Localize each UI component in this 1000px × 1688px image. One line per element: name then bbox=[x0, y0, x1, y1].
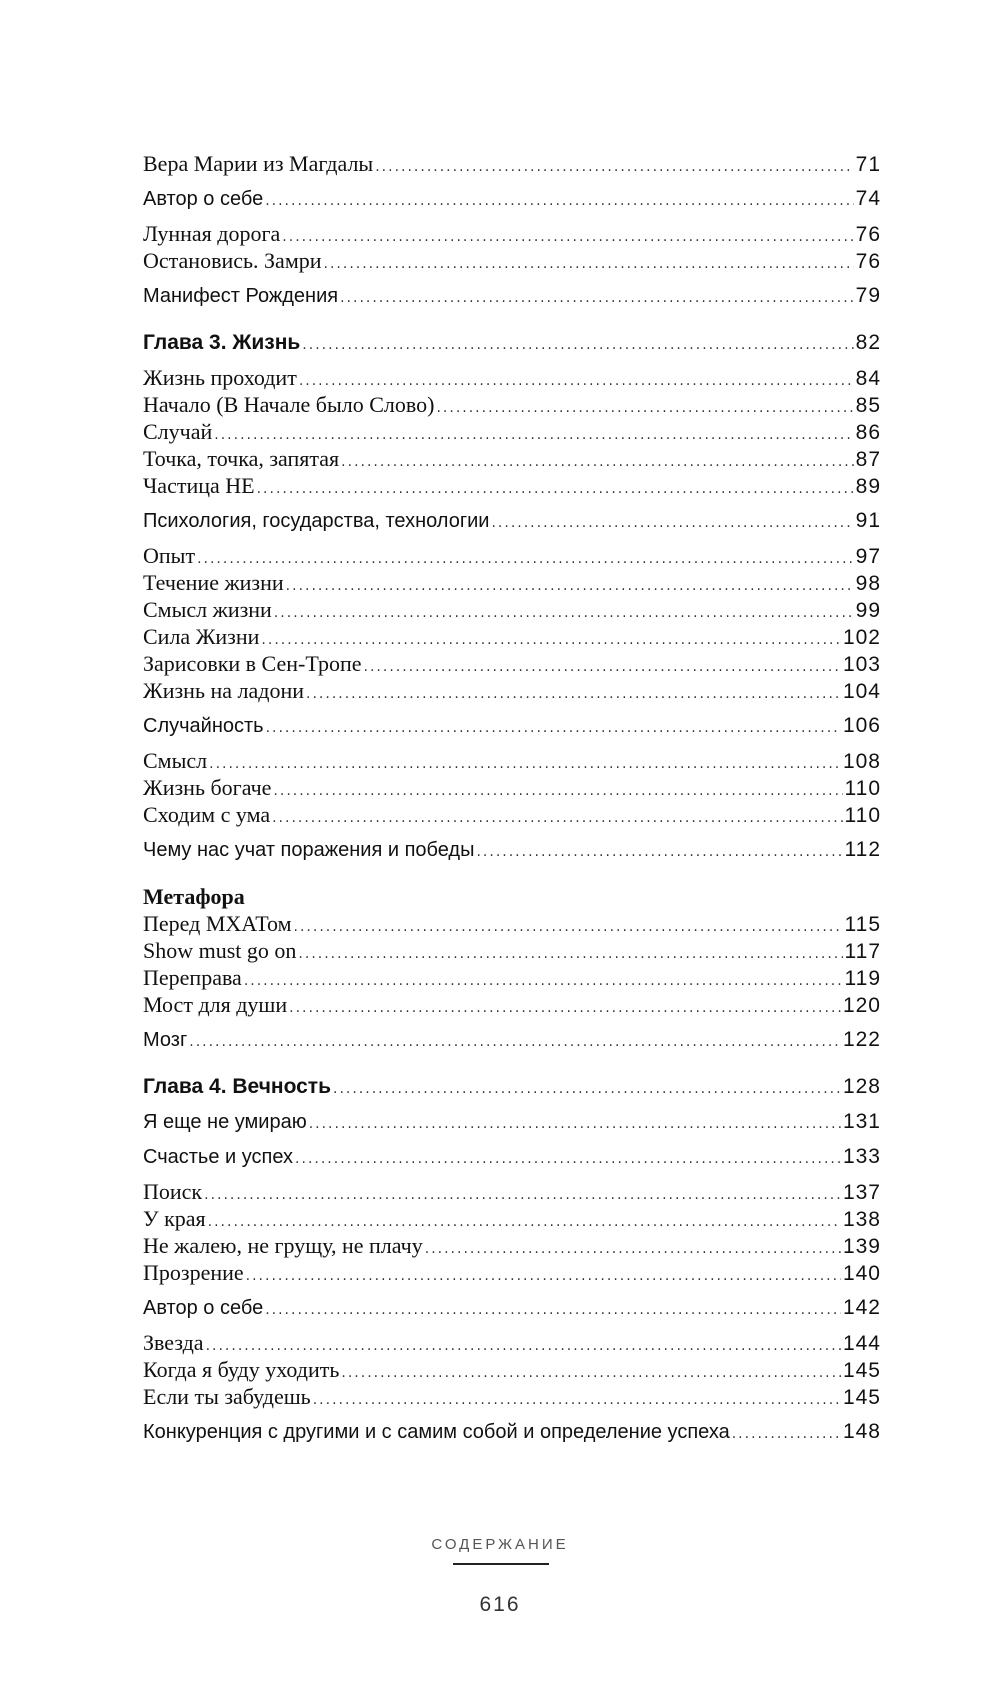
toc-entry-title: Мост для души bbox=[143, 992, 288, 1017]
toc-entry bbox=[143, 1383, 881, 1410]
toc-entry bbox=[143, 569, 881, 596]
toc-entry bbox=[143, 1026, 881, 1053]
toc-entry-title: Лунная дорога bbox=[143, 221, 281, 246]
toc-entry-title: Зарисовки в Сен-Тропе bbox=[143, 651, 362, 676]
running-footer-label: СОДЕРЖАНИЕ bbox=[431, 1536, 569, 1553]
toc-entry-title: Я еще не умираю bbox=[143, 1111, 307, 1133]
dot-leader bbox=[204, 1182, 841, 1209]
dot-leader bbox=[436, 395, 853, 422]
toc-entry-title: Манифест Рождения bbox=[143, 285, 339, 307]
toc-entry-page: 106 bbox=[842, 714, 881, 737]
table-of-contents bbox=[143, 150, 881, 1445]
toc-entry-title: Если ты забудешь bbox=[143, 1384, 311, 1409]
toc-entry-title: Сходим с ума bbox=[143, 802, 271, 827]
toc-entry-page: 145 bbox=[842, 1386, 881, 1409]
toc-section-heading bbox=[143, 883, 881, 910]
toc-entry-title: Частица НЕ bbox=[143, 473, 255, 498]
toc-entry-title: Смысл жизни bbox=[143, 597, 272, 622]
dot-leader bbox=[298, 941, 842, 968]
toc-entry-page: 110 bbox=[844, 804, 881, 827]
toc-entry bbox=[143, 418, 881, 445]
toc-entry-title: Чему нас учат поражения и победы bbox=[143, 839, 475, 861]
toc-chapter-heading bbox=[143, 329, 881, 356]
dot-leader bbox=[491, 510, 853, 537]
dot-leader bbox=[189, 1029, 841, 1056]
toc-entry-page: 98 bbox=[855, 572, 881, 595]
toc-entry-page: 131 bbox=[842, 1110, 881, 1133]
toc-entry bbox=[143, 1232, 881, 1259]
toc-entry-page: 140 bbox=[842, 1262, 881, 1285]
toc-entry-page: 91 bbox=[855, 509, 881, 532]
toc-entry-page: 74 bbox=[855, 187, 881, 210]
toc-entry-page: 122 bbox=[842, 1028, 881, 1051]
dot-leader bbox=[476, 839, 842, 866]
dot-leader bbox=[732, 1421, 841, 1448]
toc-entry-title: Течение жизни bbox=[143, 570, 284, 595]
toc-entry-title: Точка, точка, запятая bbox=[143, 446, 340, 471]
dot-leader bbox=[309, 1111, 841, 1138]
toc-entry-title: Случайность bbox=[143, 715, 264, 737]
toc-entry bbox=[143, 542, 881, 569]
dot-leader bbox=[209, 751, 841, 778]
toc-entry bbox=[143, 836, 881, 863]
dot-leader bbox=[244, 968, 843, 995]
toc-entry-title: Счастье и успех bbox=[143, 1146, 294, 1168]
toc-entry bbox=[143, 220, 881, 247]
toc-entry-title: Мозг bbox=[143, 1029, 188, 1051]
toc-entry bbox=[143, 623, 881, 650]
toc-entry bbox=[143, 445, 881, 472]
toc-entry-title: Поиск bbox=[143, 1179, 203, 1204]
toc-entry-page: 85 bbox=[855, 394, 881, 417]
toc-entry-title: Переправа bbox=[143, 965, 242, 990]
dot-leader bbox=[341, 449, 853, 476]
toc-entry-title: Прозрение bbox=[143, 1260, 244, 1285]
toc-entry bbox=[143, 964, 881, 991]
toc-entry bbox=[143, 1418, 881, 1445]
toc-entry-title: Когда я буду уходить bbox=[143, 1357, 340, 1382]
dot-leader bbox=[265, 1297, 841, 1324]
toc-entry-page: 133 bbox=[842, 1145, 881, 1168]
toc-entry-title: Звезда bbox=[143, 1330, 204, 1355]
toc-entry-title: Психология, государства, технологии bbox=[143, 510, 490, 532]
toc-entry-page: 138 bbox=[842, 1208, 881, 1231]
toc-entry-title: Show must go on bbox=[143, 938, 297, 963]
dot-leader bbox=[306, 681, 841, 708]
toc-chapter-heading bbox=[143, 1073, 881, 1100]
toc-entry-page: 86 bbox=[855, 421, 881, 444]
toc-entry-page: 110 bbox=[844, 777, 881, 800]
dot-leader bbox=[364, 654, 841, 681]
dot-leader bbox=[282, 224, 853, 251]
dot-leader bbox=[333, 1076, 841, 1103]
toc-entry-title: Опыт bbox=[143, 543, 196, 568]
toc-entry bbox=[143, 596, 881, 623]
toc-entry-page: 144 bbox=[842, 1332, 881, 1355]
toc-entry-page: 145 bbox=[842, 1359, 881, 1382]
toc-entry bbox=[143, 801, 881, 828]
dot-leader bbox=[265, 188, 853, 215]
toc-entry bbox=[143, 364, 881, 391]
toc-entry bbox=[143, 1259, 881, 1286]
toc-entry-title: Жизнь богаче bbox=[143, 775, 272, 800]
toc-entry-title: Вера Марии из Магдалы bbox=[143, 151, 374, 176]
dot-leader bbox=[289, 995, 841, 1022]
dot-leader bbox=[340, 285, 854, 312]
toc-entry bbox=[143, 472, 881, 499]
toc-entry-page: 79 bbox=[855, 284, 881, 307]
toc-entry-title: Начало (В Начале было Слово) bbox=[143, 392, 435, 417]
toc-entry-title: Автор о себе bbox=[143, 188, 264, 210]
toc-entry bbox=[143, 282, 881, 309]
toc-entry-title: Случай bbox=[143, 419, 213, 444]
toc-entry-page: 120 bbox=[842, 994, 881, 1017]
toc-entry-title: Метафора bbox=[143, 884, 245, 909]
dot-leader bbox=[257, 476, 854, 503]
dot-leader bbox=[294, 914, 843, 941]
toc-entry bbox=[143, 150, 881, 177]
dot-leader bbox=[274, 600, 854, 627]
toc-entry bbox=[143, 1329, 881, 1356]
toc-entry bbox=[143, 247, 881, 274]
toc-entry bbox=[143, 677, 881, 704]
toc-entry bbox=[143, 991, 881, 1018]
toc-entry bbox=[143, 712, 881, 739]
dot-leader bbox=[425, 1236, 841, 1263]
toc-entry bbox=[143, 747, 881, 774]
toc-entry bbox=[143, 1356, 881, 1383]
dot-leader bbox=[266, 715, 841, 742]
toc-entry bbox=[143, 507, 881, 534]
toc-entry-title: Остановись. Замри bbox=[143, 248, 322, 273]
toc-entry-page: 89 bbox=[855, 475, 881, 498]
toc-entry bbox=[143, 910, 881, 937]
dot-leader bbox=[286, 573, 854, 600]
toc-entry-title: Автор о себе bbox=[143, 1297, 264, 1319]
toc-entry-page: 128 bbox=[842, 1075, 881, 1098]
footer-divider bbox=[453, 1563, 549, 1565]
dot-leader bbox=[313, 1387, 841, 1414]
dot-leader bbox=[341, 1360, 841, 1387]
toc-entry-title: Перед МХАТом bbox=[143, 911, 292, 936]
toc-entry bbox=[143, 650, 881, 677]
toc-entry bbox=[143, 1108, 881, 1135]
toc-entry-page: 108 bbox=[842, 750, 881, 773]
toc-entry bbox=[143, 1178, 881, 1205]
toc-entry-page: 103 bbox=[842, 653, 881, 676]
toc-entry-page: 71 bbox=[855, 153, 881, 176]
toc-entry bbox=[143, 185, 881, 212]
toc-entry-page: 115 bbox=[844, 913, 881, 936]
dot-leader bbox=[295, 1146, 841, 1173]
toc-entry-page: 82 bbox=[855, 331, 881, 354]
dot-leader bbox=[272, 805, 842, 832]
toc-entry-title: Сила Жизни bbox=[143, 624, 260, 649]
toc-entry bbox=[143, 937, 881, 964]
toc-entry bbox=[143, 1143, 881, 1170]
dot-leader bbox=[375, 154, 853, 181]
toc-entry-title: Смысл bbox=[143, 748, 208, 773]
toc-entry-page: 148 bbox=[842, 1420, 881, 1443]
page-number: 616 bbox=[479, 1593, 521, 1616]
toc-entry-page: 84 bbox=[855, 367, 881, 390]
toc-entry-page: 139 bbox=[842, 1235, 881, 1258]
toc-entry-page: 99 bbox=[855, 599, 881, 622]
toc-entry-page: 102 bbox=[842, 626, 881, 649]
toc-entry-page: 97 bbox=[855, 545, 881, 568]
toc-entry-page: 137 bbox=[842, 1181, 881, 1204]
toc-entry-page: 87 bbox=[855, 448, 881, 471]
toc-entry bbox=[143, 774, 881, 801]
toc-entry-title: Глава 4. Вечность bbox=[143, 1075, 331, 1098]
dot-leader bbox=[273, 778, 842, 805]
toc-entry-title: Глава 3. Жизнь bbox=[143, 331, 301, 354]
dot-leader bbox=[246, 1263, 841, 1290]
toc-entry-page: 119 bbox=[844, 967, 881, 990]
toc-entry bbox=[143, 391, 881, 418]
toc-entry-title: У края bbox=[143, 1206, 206, 1231]
toc-entry-title: Жизнь проходит bbox=[143, 365, 297, 390]
toc-entry bbox=[143, 1205, 881, 1232]
toc-entry-page: 104 bbox=[842, 680, 881, 703]
dot-leader bbox=[302, 332, 853, 359]
toc-entry bbox=[143, 1294, 881, 1321]
toc-entry-title: Конкуренция с другими и с самим собой и определение успеха bbox=[143, 1421, 730, 1443]
dot-leader bbox=[324, 251, 854, 278]
toc-entry-page: 76 bbox=[855, 223, 881, 246]
toc-entry-page: 117 bbox=[844, 940, 881, 963]
toc-entry-page: 76 bbox=[855, 250, 881, 273]
toc-entry-title: Жизнь на ладони bbox=[143, 678, 305, 703]
dot-leader bbox=[197, 546, 854, 573]
toc-entry-page: 112 bbox=[844, 838, 881, 861]
toc-entry-title: Не жалею, не грущу, не плачу bbox=[143, 1233, 423, 1258]
toc-entry-page: 142 bbox=[842, 1296, 881, 1319]
